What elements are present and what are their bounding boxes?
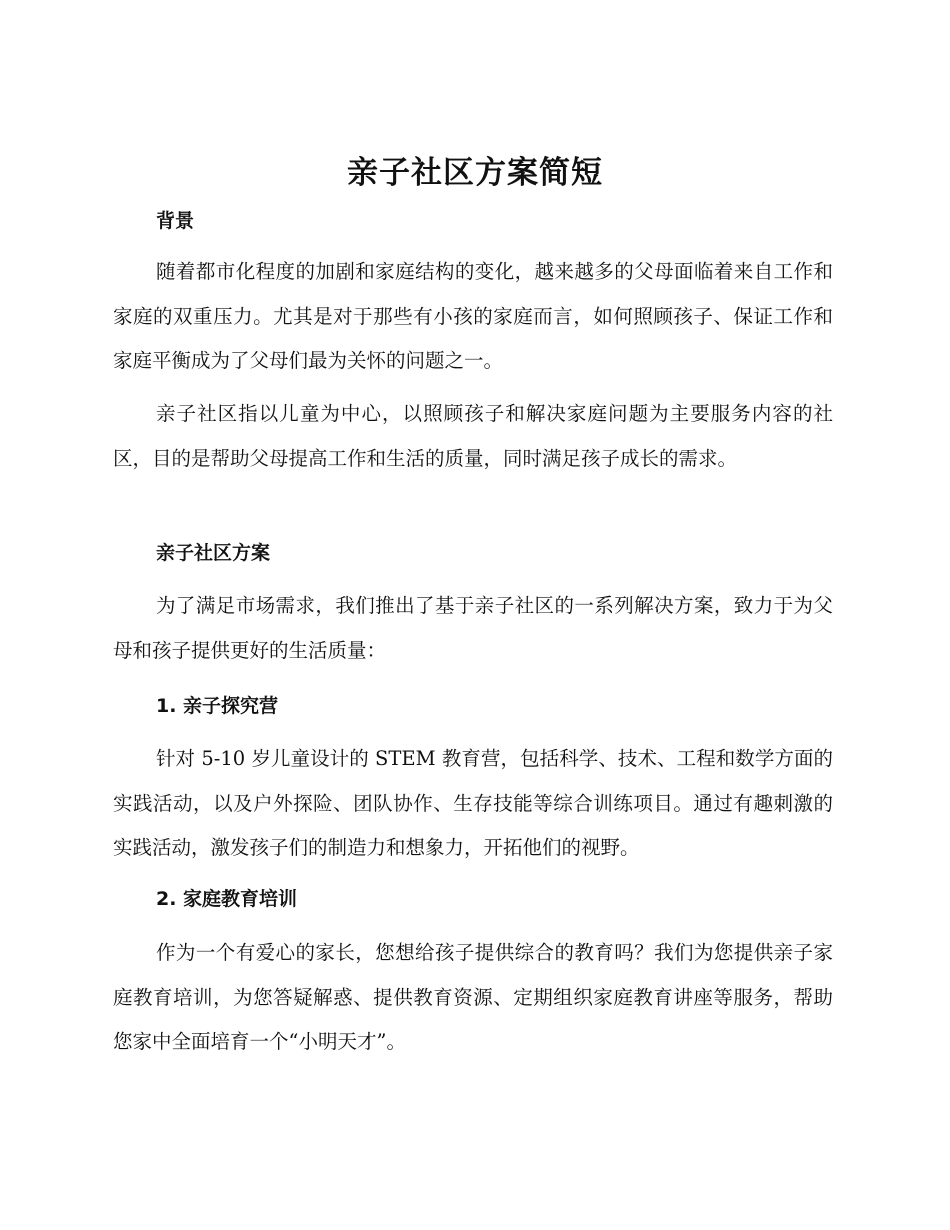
paragraph-camp: 针对 5-10 岁儿童设计的 STEM 教育营，包括科学、技术、工程和数学方面的实践活动，以及户外探险、团队协作、生存技能等综合训练项目。通过有趣刺激的实践活动，激发孩子们的制造力和想象力，开拓他们的视野。 [113,747,833,859]
paragraph-family-education: 作为一个有爱心的家长，您想给孩子提供综合的教育吗？我们为您提供亲子家庭教育培训，为您答疑解惑、提供教育资源、定期组织家庭教育讲座等服务，帮助您家中全面培育一个“小明天才”。 [113,941,833,1053]
document-title: 亲子社区方案简短 [347,155,603,191]
section-heading-camp: 1. 亲子探究营 [156,695,279,717]
section-heading-family-education: 2. 家庭教育培训 [156,888,298,910]
paragraph-plan-intro: 为了满足市场需求，我们推出了基于亲子社区的一系列解决方案，致力于为父母和孩子提供更好的生活质量： [113,594,833,662]
paragraph-background-2: 亲子社区指以儿童为中心，以照顾孩子和解决家庭问题为主要服务内容的社区，目的是帮助父母提高工作和生活的质量，同时满足孩子成长的需求。 [113,402,833,470]
section-heading-plan: 亲子社区方案 [156,542,271,564]
section-heading-background: 背景 [156,210,195,232]
paragraph-background-1: 随着都市化程度的加剧和家庭结构的变化，越来越多的父母面临着来自工作和家庭的双重压力。尤其是对于那些有小孩的家庭而言，如何照顾孩子、保证工作和家庭平衡成为了父母们最为关怀的问题之一。 [113,260,833,372]
